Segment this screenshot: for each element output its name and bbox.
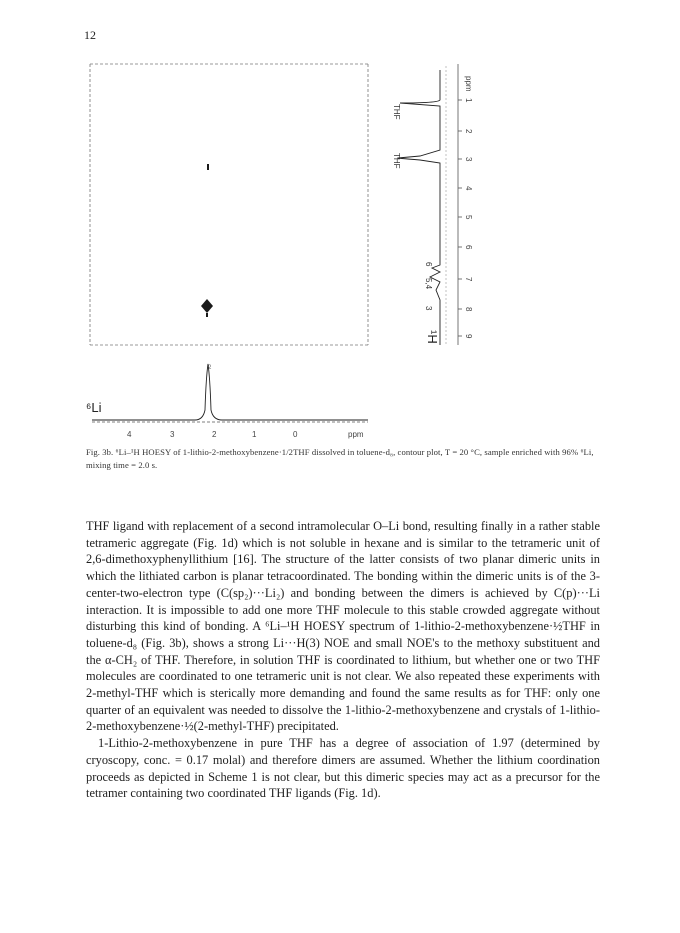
page-number: 12 — [84, 28, 96, 42]
proton-axis — [392, 64, 473, 345]
x-tick-1: 1 — [252, 430, 257, 439]
y-tick-9: 9 — [464, 334, 473, 339]
peak-label-thf-upper: THF — [392, 104, 401, 120]
y-tick-2: 2 — [464, 129, 473, 134]
y-tick-8: 8 — [464, 307, 473, 312]
peak-label-h54: 5,4 — [424, 278, 433, 290]
x-tick-0: 0 — [293, 430, 298, 439]
y-tick-6: 6 — [464, 245, 473, 250]
x-tick-3: 3 — [170, 430, 175, 439]
y-tick-7: 7 — [464, 277, 473, 282]
paragraph-2: 1-Lithio-2-methoxybenzene in pure THF has a degree of association of 1.97 (determined by cryoscopy, conc. = 0.17 molal) and therefore dimers are assumed. Whether the lithium coordination proceeds as depicted in Scheme 1 is not clear, but this dimeric species may act as a precursor for the tetramer containing two coordinated THF ligands (Fig. 1d). — [86, 736, 600, 801]
cross-peak-h3 — [201, 299, 213, 317]
x-tick-2: 2 — [212, 430, 217, 439]
x-tick-4: 4 — [127, 430, 132, 439]
cross-peak-methoxy — [207, 164, 209, 170]
proton-nucleus-label: ¹H — [425, 330, 440, 344]
axis-unit-ppm: ppm — [464, 76, 473, 92]
y-tick-1: 1 — [464, 98, 473, 103]
peak-label-h3: 3 — [424, 306, 433, 311]
figure-caption: Fig. 3b. ⁶Li–¹H HOESY of 1-lithio-2-methoxybenzene·1/2THF dissolved in toluene-d₈, contour plot, T = 20 °C, sample enriched with 96% ⁶Li, mixing time = 2.0 s. — [86, 447, 594, 470]
peak-label-thf-lower: THF — [392, 153, 401, 169]
proton-projection — [398, 70, 440, 345]
x-axis-unit: ppm — [348, 430, 364, 439]
paragraph-1: THF ligand with replacement of a second intramolecular O–Li bond, resulting finally in a rather stable tetrameric aggregate (Fig. 1d) which is not soluble in hexane and is similar to the tetrameric unit of 2,6-dimethoxyphenyllithium [16]. The structure of the latter consists of two planar dimeric units in which the lithiated carbon is planar tetracoordinated. The bonding within the dimeric units is of the 3-center-two-electron type (C(sp₂)···Li₂) and bonding between the dimers is achieved by C(p)···Li interaction. It is impossible to add one more THF molecule to this stable crowded aggregate without disturbing this kind of bonding. A ⁶Li–¹H HOESY spectrum of 1-lithio-2-methoxybenzene·½THF in toluene-d₈ (Fig. 3b), shows a strong Li···H(3) NOE and small NOE's to the methoxy substituent and the α-CH₂ of THF. Therefore, in solution THF is coordinated to lithium, but whether one or two THF molecules are coordinated to one tetrameric unit is not clear. We also repeated these experiments with 2-methyl-THF which is sterically more demanding and found the same results as for THF: only one quarter of an equivalent was needed to dissolve the 1-lithio-2-methoxybenzene and crystals of 1-lithio-2-methoxybenzene·½(2-methyl-THF) precipitated. — [86, 519, 600, 734]
body-text — [86, 518, 600, 802]
y-tick-3: 3 — [464, 157, 473, 162]
small-top-label: 2 — [208, 365, 212, 371]
hoesy-figure — [0, 0, 680, 450]
peak-label-h6: 6 — [424, 262, 433, 267]
lithium-projection — [86, 364, 368, 422]
y-tick-4: 4 — [464, 186, 473, 191]
contour-plot-frame — [90, 64, 368, 345]
lithium-nucleus-label: ⁶Li — [86, 400, 102, 415]
lithium-axis — [127, 430, 364, 439]
y-tick-5: 5 — [464, 215, 473, 220]
